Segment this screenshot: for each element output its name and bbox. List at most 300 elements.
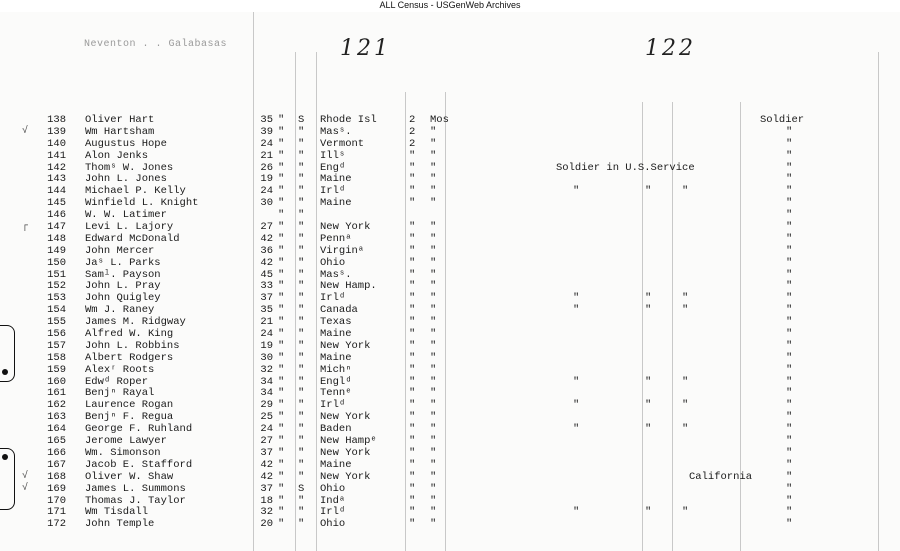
birthplace: Baden bbox=[320, 423, 352, 436]
ditto-mark: " bbox=[786, 494, 793, 507]
age: 19 bbox=[260, 339, 273, 352]
column-mark-1: " bbox=[278, 161, 285, 174]
person-name: James L. Summons bbox=[85, 482, 186, 495]
table-row bbox=[0, 495, 900, 507]
ditto-mark: " bbox=[573, 423, 580, 436]
column-mark-2: " bbox=[298, 423, 305, 436]
table-row bbox=[0, 209, 900, 221]
ditto-mark: " bbox=[786, 125, 793, 138]
age: 25 bbox=[260, 411, 273, 424]
years-in-state: " bbox=[409, 435, 416, 448]
ditto-mark: " bbox=[786, 399, 793, 412]
years-in-state: " bbox=[409, 328, 416, 341]
age: 27 bbox=[260, 435, 273, 448]
table-row bbox=[0, 185, 900, 197]
years-in-state: " bbox=[409, 197, 416, 210]
ditto-mark: " bbox=[786, 232, 793, 245]
column-mark-2: " bbox=[298, 292, 305, 305]
page-number-left: 121 bbox=[340, 36, 391, 61]
birthplace: New York bbox=[320, 339, 371, 352]
table-row bbox=[0, 423, 900, 435]
ditto-mark: " bbox=[786, 363, 793, 376]
years-in-state: " bbox=[409, 494, 416, 507]
birthplace: Masˢ. bbox=[320, 268, 352, 281]
months-in-state: " bbox=[430, 244, 437, 257]
table-row bbox=[0, 316, 900, 328]
census-page-scan bbox=[0, 12, 900, 551]
birthplace: Maine bbox=[320, 328, 352, 341]
column-mark-1: " bbox=[278, 304, 285, 317]
years-in-state: " bbox=[409, 518, 416, 531]
table-row bbox=[0, 292, 900, 304]
birthplace: New Hamp. bbox=[320, 280, 377, 293]
person-name: Wm Hartsham bbox=[85, 125, 155, 138]
column-mark-1: " bbox=[278, 185, 285, 198]
months-in-state: " bbox=[430, 137, 437, 150]
column-mark-1: " bbox=[278, 482, 285, 495]
birthplace: New York bbox=[320, 411, 371, 424]
person-name: Edward McDonald bbox=[85, 232, 180, 245]
months-in-state: " bbox=[430, 125, 437, 138]
line-number: 145 bbox=[47, 197, 66, 210]
column-mark-1: " bbox=[278, 221, 285, 234]
birthplace: Michⁿ bbox=[320, 363, 352, 376]
column-mark-2: " bbox=[298, 399, 305, 412]
column-mark-1: " bbox=[278, 292, 285, 305]
birthplace: New Hampᵉ bbox=[320, 435, 377, 448]
line-number: 158 bbox=[47, 351, 66, 364]
column-mark-2: " bbox=[298, 470, 305, 483]
years-in-state: " bbox=[409, 470, 416, 483]
column-mark-1: " bbox=[278, 280, 285, 293]
line-number: 153 bbox=[47, 292, 66, 305]
column-mark-1: " bbox=[278, 375, 285, 388]
years-in-state: " bbox=[409, 292, 416, 305]
ditto-mark: " bbox=[786, 137, 793, 150]
column-mark-1: " bbox=[278, 197, 285, 210]
person-name: Oliver Hart bbox=[85, 114, 155, 126]
line-number: 157 bbox=[47, 339, 66, 352]
table-row bbox=[0, 518, 900, 530]
line-number: 167 bbox=[47, 458, 66, 471]
months-in-state: " bbox=[430, 221, 437, 234]
years-in-state: " bbox=[409, 232, 416, 245]
line-number: 150 bbox=[47, 256, 66, 269]
months-in-state: " bbox=[430, 232, 437, 245]
line-number: 154 bbox=[47, 304, 66, 317]
age: 37 bbox=[260, 482, 273, 495]
line-number: 139 bbox=[47, 125, 66, 138]
birthplace: Pennᵃ bbox=[320, 232, 352, 245]
person-name: Augustus Hope bbox=[85, 137, 167, 150]
table-row bbox=[0, 506, 900, 518]
line-number: 146 bbox=[47, 209, 66, 222]
ditto-mark: " bbox=[682, 185, 689, 198]
person-name: John Quigley bbox=[85, 292, 161, 305]
months-in-state: " bbox=[430, 494, 437, 507]
column-mark-1: " bbox=[278, 114, 285, 126]
birthplace: Virginᵃ bbox=[320, 244, 365, 257]
months-in-state: " bbox=[430, 423, 437, 436]
table-row bbox=[0, 233, 900, 245]
table-row bbox=[0, 114, 900, 126]
archive-header: ALL Census - USGenWeb Archives bbox=[379, 0, 521, 10]
column-mark-1: " bbox=[278, 363, 285, 376]
birthplace: Texas bbox=[320, 316, 352, 329]
age: 20 bbox=[260, 518, 273, 531]
line-number: 143 bbox=[47, 173, 66, 186]
ditto-mark: " bbox=[786, 316, 793, 329]
birthplace: Tennᵉ bbox=[320, 387, 352, 400]
column-mark-2: " bbox=[298, 458, 305, 471]
ditto-mark: " bbox=[645, 304, 652, 317]
column-mark-1: " bbox=[278, 399, 285, 412]
person-name: John Temple bbox=[85, 518, 155, 531]
row-mark: √ bbox=[22, 470, 29, 482]
ditto-mark: " bbox=[645, 399, 652, 412]
line-number: 144 bbox=[47, 185, 66, 198]
months-in-state: " bbox=[430, 411, 437, 424]
table-row bbox=[0, 483, 900, 495]
table-row bbox=[0, 411, 900, 423]
column-mark-2: " bbox=[298, 173, 305, 186]
birthplace: New York bbox=[320, 470, 371, 483]
months-in-state: " bbox=[430, 435, 437, 448]
person-name: Thomas J. Taylor bbox=[85, 494, 186, 507]
ditto-mark: " bbox=[645, 185, 652, 198]
ditto-mark: " bbox=[786, 506, 793, 519]
line-number: 152 bbox=[47, 280, 66, 293]
table-row bbox=[0, 352, 900, 364]
years-in-state: " bbox=[409, 221, 416, 234]
ditto-mark: " bbox=[682, 375, 689, 388]
ditto-mark: " bbox=[786, 458, 793, 471]
line-number: 138 bbox=[47, 114, 66, 126]
column-mark-1: " bbox=[278, 387, 285, 400]
birthplace: Ohio bbox=[320, 256, 346, 269]
line-number: 160 bbox=[47, 375, 66, 388]
column-mark-1: " bbox=[278, 244, 285, 257]
age: 19 bbox=[260, 173, 273, 186]
table-row bbox=[0, 376, 900, 388]
column-mark-2: " bbox=[298, 435, 305, 448]
line-number: 159 bbox=[47, 363, 66, 376]
years-in-state: " bbox=[409, 387, 416, 400]
line-number: 162 bbox=[47, 399, 66, 412]
occupation: Soldier bbox=[760, 114, 805, 126]
column-mark-2: " bbox=[298, 197, 305, 210]
birthplace: Englᵈ bbox=[320, 375, 352, 388]
age: 39 bbox=[260, 125, 273, 138]
column-mark-1: " bbox=[278, 149, 285, 162]
years-in-state: " bbox=[409, 482, 416, 495]
column-mark-1: " bbox=[278, 411, 285, 424]
age: 42 bbox=[260, 232, 273, 245]
row-mark: ┌ bbox=[22, 221, 29, 233]
remark: Soldier in U.S.Service bbox=[556, 161, 695, 174]
table-row bbox=[0, 126, 900, 138]
months-in-state: " bbox=[430, 256, 437, 269]
months-in-state: " bbox=[430, 387, 437, 400]
person-name: Alfred W. King bbox=[85, 328, 174, 341]
months-in-state: Mos bbox=[430, 114, 449, 126]
birthplace: Engᵈ bbox=[320, 161, 346, 174]
ditto-mark: " bbox=[786, 304, 793, 317]
column-mark-2: " bbox=[298, 256, 305, 269]
column-mark-2: " bbox=[298, 411, 305, 424]
years-in-state: " bbox=[409, 423, 416, 436]
ditto-mark: " bbox=[786, 268, 793, 281]
line-number: 140 bbox=[47, 137, 66, 150]
column-mark-2: " bbox=[298, 387, 305, 400]
column-mark-1: " bbox=[278, 423, 285, 436]
person-name: John L. Robbins bbox=[85, 339, 180, 352]
person-name: Jerome Lawyer bbox=[85, 435, 167, 448]
column-mark-2: " bbox=[298, 185, 305, 198]
person-name: Winfield L. Knight bbox=[85, 197, 199, 210]
column-mark-1: " bbox=[278, 125, 285, 138]
line-number: 165 bbox=[47, 435, 66, 448]
column-mark-1: " bbox=[278, 268, 285, 281]
line-number: 171 bbox=[47, 506, 66, 519]
birthplace: Irlᵈ bbox=[320, 292, 346, 305]
table-row bbox=[0, 280, 900, 292]
column-mark-2: " bbox=[298, 149, 305, 162]
birthplace: Ohio bbox=[320, 518, 346, 531]
months-in-state: " bbox=[430, 506, 437, 519]
row-mark: √ bbox=[22, 482, 29, 494]
ditto-mark: " bbox=[573, 375, 580, 388]
ditto-mark: " bbox=[573, 506, 580, 519]
column-mark-1: " bbox=[278, 209, 285, 222]
column-mark-2: S bbox=[298, 114, 305, 126]
ditto-mark: " bbox=[786, 173, 793, 186]
census-table bbox=[0, 114, 900, 530]
years-in-state: " bbox=[409, 399, 416, 412]
person-name: Thomˢ W. Jones bbox=[85, 161, 174, 174]
ditto-mark: " bbox=[573, 304, 580, 317]
table-row bbox=[0, 340, 900, 352]
age: 37 bbox=[260, 446, 273, 459]
table-row bbox=[0, 269, 900, 281]
ditto-mark: " bbox=[786, 328, 793, 341]
column-mark-2: " bbox=[298, 328, 305, 341]
months-in-state: " bbox=[430, 399, 437, 412]
ditto-mark: " bbox=[786, 244, 793, 257]
years-in-state: " bbox=[409, 173, 416, 186]
years-in-state: " bbox=[409, 446, 416, 459]
age: 32 bbox=[260, 506, 273, 519]
ditto-mark: " bbox=[786, 185, 793, 198]
table-row bbox=[0, 471, 900, 483]
birthplace: Rhode Isl bbox=[320, 114, 377, 126]
person-name: W. W. Latimer bbox=[85, 209, 167, 222]
column-mark-1: " bbox=[278, 316, 285, 329]
months-in-state: " bbox=[430, 339, 437, 352]
age: 42 bbox=[260, 470, 273, 483]
person-name: Benjⁿ Rayal bbox=[85, 387, 155, 400]
person-name: George F. Ruhland bbox=[85, 423, 193, 436]
years-in-state: " bbox=[409, 506, 416, 519]
age: 24 bbox=[260, 185, 273, 198]
years-in-state: " bbox=[409, 256, 416, 269]
months-in-state: " bbox=[430, 351, 437, 364]
age: 21 bbox=[260, 149, 273, 162]
person-name: Benjⁿ F. Regua bbox=[85, 411, 174, 424]
remark: California bbox=[689, 470, 753, 483]
line-number: 170 bbox=[47, 494, 66, 507]
months-in-state: " bbox=[430, 292, 437, 305]
table-row bbox=[0, 387, 900, 399]
birthplace: New York bbox=[320, 221, 371, 234]
column-mark-2: " bbox=[298, 161, 305, 174]
person-name: Edwᵈ Roper bbox=[85, 375, 149, 388]
table-row bbox=[0, 221, 900, 233]
years-in-state: " bbox=[409, 268, 416, 281]
table-row bbox=[0, 173, 900, 185]
column-mark-2: " bbox=[298, 494, 305, 507]
ditto-mark: " bbox=[645, 292, 652, 305]
ditto-mark: " bbox=[682, 304, 689, 317]
ditto-mark: " bbox=[786, 351, 793, 364]
table-row bbox=[0, 162, 900, 174]
age: 37 bbox=[260, 292, 273, 305]
months-in-state: " bbox=[430, 482, 437, 495]
months-in-state: " bbox=[430, 375, 437, 388]
age: 33 bbox=[260, 280, 273, 293]
ditto-mark: " bbox=[786, 161, 793, 174]
faint-heading: Neventon . . Galabasas bbox=[84, 39, 228, 50]
page-number-right: 122 bbox=[645, 36, 696, 61]
ditto-mark: " bbox=[786, 387, 793, 400]
table-row bbox=[0, 150, 900, 162]
person-name: John L. Pray bbox=[85, 280, 161, 293]
ditto-mark: " bbox=[573, 185, 580, 198]
person-name: Alexʳ Roots bbox=[85, 363, 155, 376]
ditto-mark: " bbox=[786, 280, 793, 293]
age: 42 bbox=[260, 256, 273, 269]
column-mark-2: " bbox=[298, 125, 305, 138]
months-in-state: " bbox=[430, 161, 437, 174]
person-name: Laurence Rogan bbox=[85, 399, 174, 412]
months-in-state: " bbox=[430, 280, 437, 293]
ditto-mark: " bbox=[786, 470, 793, 483]
line-number: 155 bbox=[47, 316, 66, 329]
ditto-mark: " bbox=[786, 518, 793, 531]
column-mark-1: " bbox=[278, 351, 285, 364]
age: 30 bbox=[260, 197, 273, 210]
column-mark-2: S bbox=[298, 482, 305, 495]
ditto-mark: " bbox=[786, 339, 793, 352]
ditto-mark: " bbox=[682, 506, 689, 519]
column-mark-2: " bbox=[298, 339, 305, 352]
line-number: 149 bbox=[47, 244, 66, 257]
age: 24 bbox=[260, 137, 273, 150]
age: 34 bbox=[260, 387, 273, 400]
months-in-state: " bbox=[430, 363, 437, 376]
line-number: 163 bbox=[47, 411, 66, 424]
column-mark-1: " bbox=[278, 339, 285, 352]
person-name: Samˡ. Payson bbox=[85, 268, 161, 281]
column-mark-2: " bbox=[298, 221, 305, 234]
line-number: 147 bbox=[47, 221, 66, 234]
birthplace: New York bbox=[320, 446, 371, 459]
birthplace: Canada bbox=[320, 304, 358, 317]
years-in-state: " bbox=[409, 339, 416, 352]
years-in-state: " bbox=[409, 244, 416, 257]
years-in-state: " bbox=[409, 161, 416, 174]
age: 42 bbox=[260, 458, 273, 471]
line-number: 156 bbox=[47, 328, 66, 341]
table-row bbox=[0, 435, 900, 447]
column-mark-2: " bbox=[298, 244, 305, 257]
ditto-mark: " bbox=[682, 423, 689, 436]
birthplace: Indᵃ bbox=[320, 494, 346, 507]
ditto-mark: " bbox=[786, 435, 793, 448]
months-in-state: " bbox=[430, 268, 437, 281]
person-name: Wm Tisdall bbox=[85, 506, 149, 519]
months-in-state: " bbox=[430, 149, 437, 162]
years-in-state: " bbox=[409, 458, 416, 471]
person-name: John Mercer bbox=[85, 244, 155, 257]
ditto-mark: " bbox=[786, 375, 793, 388]
age: 27 bbox=[260, 221, 273, 234]
ditto-mark: " bbox=[645, 375, 652, 388]
ditto-mark: " bbox=[786, 423, 793, 436]
age: 36 bbox=[260, 244, 273, 257]
column-mark-1: " bbox=[278, 328, 285, 341]
age: 26 bbox=[260, 161, 273, 174]
person-name: John L. Jones bbox=[85, 173, 167, 186]
age: 32 bbox=[260, 363, 273, 376]
table-row bbox=[0, 245, 900, 257]
birthplace: Irlᵈ bbox=[320, 399, 346, 412]
column-mark-1: " bbox=[278, 435, 285, 448]
column-mark-2: " bbox=[298, 209, 305, 222]
months-in-state: " bbox=[430, 316, 437, 329]
age: 24 bbox=[260, 423, 273, 436]
column-mark-2: " bbox=[298, 375, 305, 388]
line-number: 166 bbox=[47, 446, 66, 459]
table-row bbox=[0, 197, 900, 209]
ditto-mark: " bbox=[682, 292, 689, 305]
row-mark: √ bbox=[22, 125, 29, 137]
column-mark-1: " bbox=[278, 458, 285, 471]
person-name: Alon Jenks bbox=[85, 149, 149, 162]
person-name: James M. Ridgway bbox=[85, 316, 186, 329]
ditto-mark: " bbox=[682, 399, 689, 412]
ditto-mark: " bbox=[786, 149, 793, 162]
age: 24 bbox=[260, 328, 273, 341]
ditto-mark: " bbox=[786, 221, 793, 234]
birthplace: Irlᵈ bbox=[320, 185, 346, 198]
years-in-state: 2 bbox=[409, 137, 416, 150]
years-in-state: " bbox=[409, 316, 416, 329]
person-name: Wm J. Raney bbox=[85, 304, 155, 317]
line-number: 142 bbox=[47, 161, 66, 174]
months-in-state: " bbox=[430, 446, 437, 459]
ditto-mark: " bbox=[645, 506, 652, 519]
years-in-state: 2 bbox=[409, 125, 416, 138]
years-in-state: " bbox=[409, 304, 416, 317]
birthplace: Illˢ bbox=[320, 149, 346, 162]
line-number: 161 bbox=[47, 387, 66, 400]
table-row bbox=[0, 364, 900, 376]
person-name: Levi L. Lajory bbox=[85, 221, 174, 234]
years-in-state: " bbox=[409, 411, 416, 424]
age: 29 bbox=[260, 399, 273, 412]
years-in-state: " bbox=[409, 351, 416, 364]
